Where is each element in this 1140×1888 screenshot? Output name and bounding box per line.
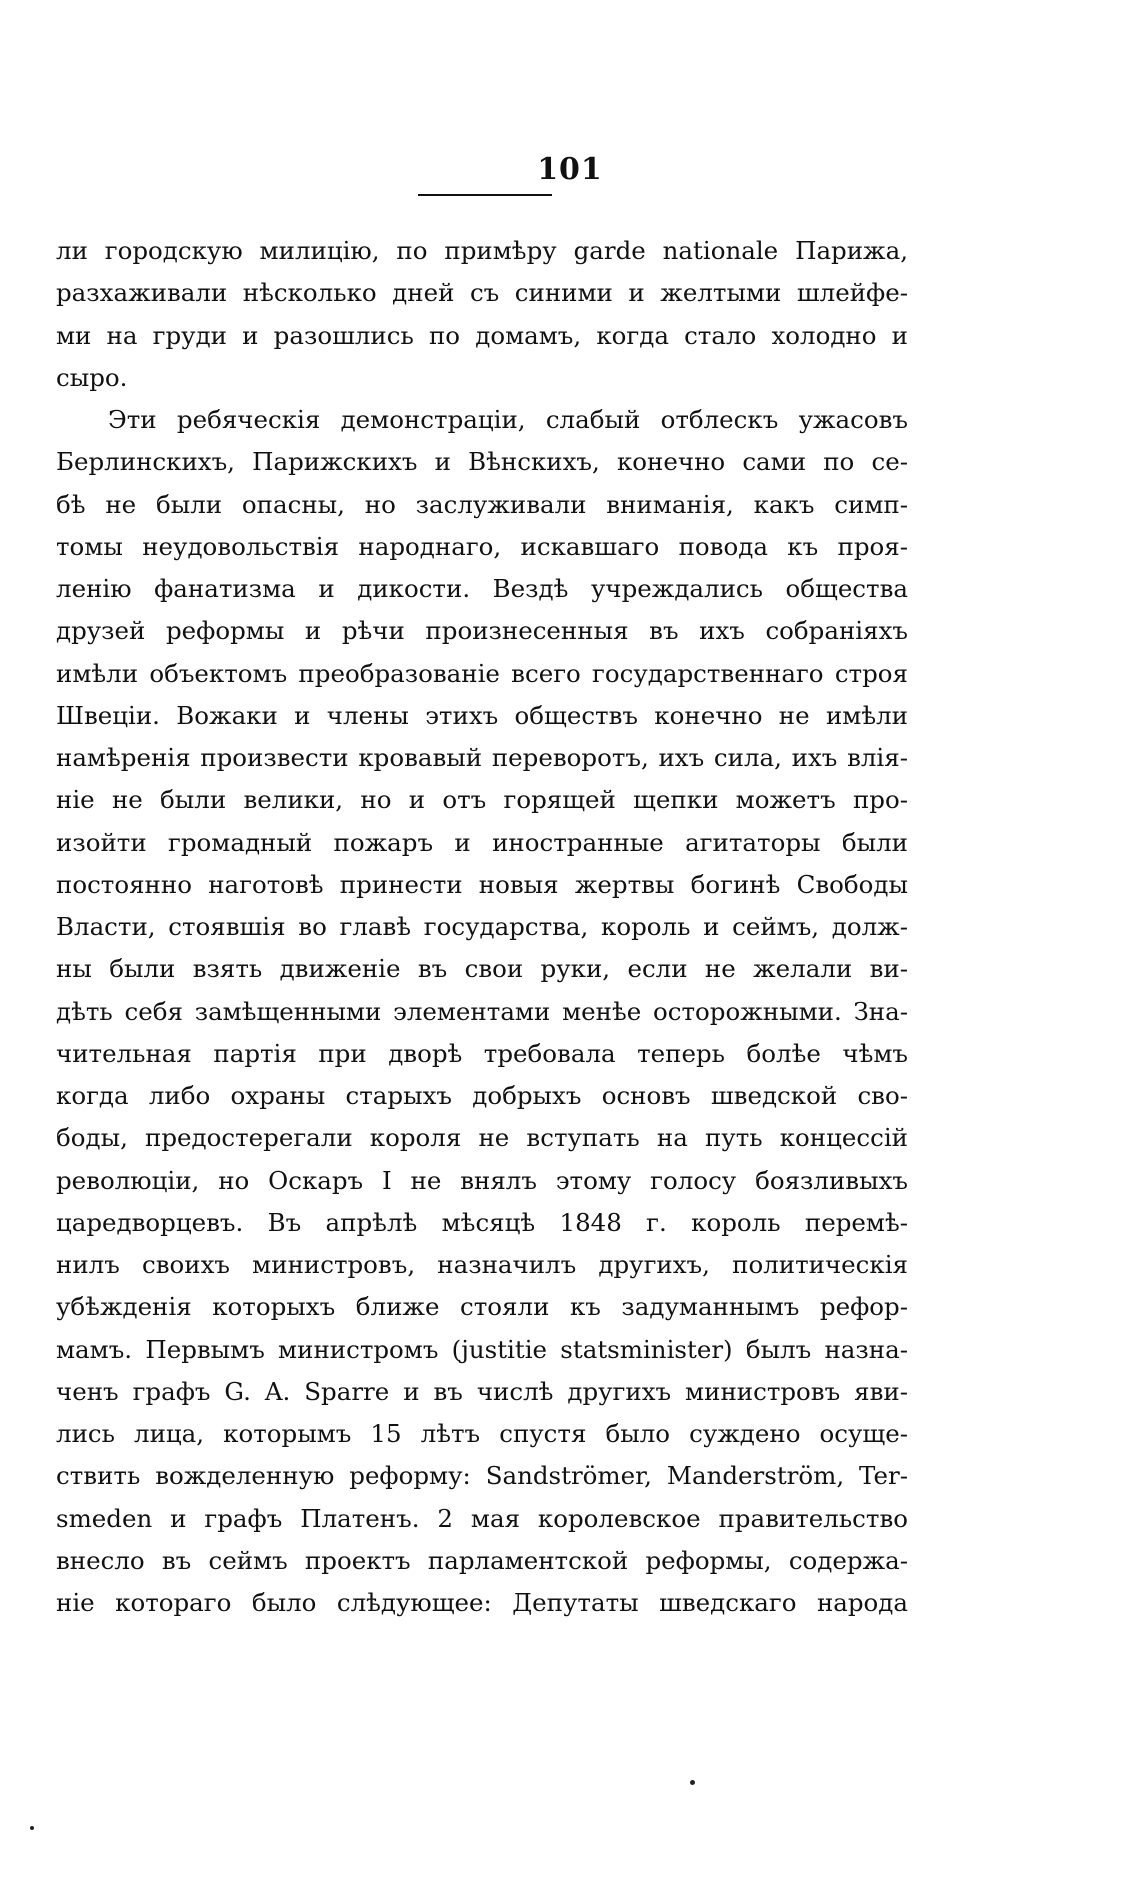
text-line: имѣли объектомъ преобразованіе всего государственнаго строя xyxy=(56,658,908,688)
text-column xyxy=(56,230,908,1624)
text-line: ны были взять движеніе въ свои руки, если не желали ви- xyxy=(56,954,908,984)
text-line: ніе не были велики, но и отъ горящей щепки можетъ про- xyxy=(56,785,908,815)
text-line: царедворцевъ. Въ апрѣлѣ мѣсяцѣ 1848 г. король перемѣ- xyxy=(56,1207,908,1237)
print-speck xyxy=(30,1826,34,1830)
page-number-rule xyxy=(418,194,552,196)
text-line: намѣренія произвести кровавый переворотъ, ихъ сила, ихъ влія- xyxy=(56,743,908,772)
text-line: внесло въ сеймъ проектъ парламентской реформы, содержа- xyxy=(56,1545,908,1575)
page-number: 101 xyxy=(537,152,603,187)
text-line: бѣ не были опасны, но заслуживали вниманія, какъ симп- xyxy=(56,489,908,519)
text-line: ленію фанатизма и дикости. Вездѣ учреждались общества xyxy=(56,574,908,603)
text-line: ми на груди и разошлись по домамъ, когда стало холодно и xyxy=(56,320,908,350)
text-line: ніе котораго было слѣдующее: Депутаты шведскаго народа xyxy=(56,1588,908,1617)
text-line: Власти, стоявшія во главѣ государства, король и сеймъ, долж- xyxy=(56,912,908,941)
text-line: изойти громадный пожаръ и иностранные агитаторы были xyxy=(56,827,908,857)
text-line: ли городскую милицію, по примѣру garde nationale Парижа, xyxy=(56,236,908,265)
text-line: smeden и графъ Платенъ. 2 мая королевское правительство xyxy=(56,1503,908,1533)
text-line: томы неудовольствія народнаго, искавшаго повода къ проя- xyxy=(56,531,908,561)
text-line: постоянно наготовѣ принести новыя жертвы богинѣ Свободы xyxy=(56,869,908,899)
text-line: убѣжденія которыхъ ближе стояли къ задуманнымъ рефор- xyxy=(56,1292,908,1322)
text-line: дѣть себя замѣщенными элементами менѣе осторожными. Зна- xyxy=(56,996,908,1026)
text-line: сыро. xyxy=(56,362,128,392)
text-line: мамъ. Первымъ министромъ (justitie statsminister) былъ назна- xyxy=(56,1334,908,1364)
paragraph-first-line: Эти ребяческія демонстраціи, слабый отблескъ ужасовъ xyxy=(108,405,908,434)
text-line: друзей реформы и рѣчи произнесенныя въ ихъ собраніяхъ xyxy=(56,616,908,646)
text-line: лись лица, которымъ 15 лѣтъ спустя было суждено осуще- xyxy=(56,1419,908,1448)
text-line: Берлинскихъ, Парижскихъ и Вѣнскихъ, конечно сами по се- xyxy=(56,447,908,477)
text-line: когда либо охраны старыхъ добрыхъ основъ шведской сво- xyxy=(56,1081,908,1110)
text-line: революціи, но Оскаръ I не внялъ этому голосу боязливыхъ xyxy=(56,1165,908,1195)
text-line: ствить вожделенную реформу: Sandströmer, Manderström, Ter- xyxy=(56,1461,908,1491)
text-line: чительная партія при дворѣ требовала теперь болѣе чѣмъ xyxy=(56,1038,908,1068)
text-line: ченъ графъ G. A. Sparre и въ числѣ другихъ министровъ яви- xyxy=(56,1376,908,1406)
text-line: боды, предостерегали короля не вступать на путь концессій xyxy=(56,1123,908,1153)
print-speck xyxy=(690,1780,695,1785)
text-line: нилъ своихъ министровъ, назначилъ другихъ, политическія xyxy=(56,1250,908,1279)
text-line: Швеціи. Вожаки и члены этихъ обществъ конечно не имѣли xyxy=(56,700,908,730)
text-line: разхаживали нѣсколько дней съ синими и желтыми шлейфе- xyxy=(56,278,908,308)
